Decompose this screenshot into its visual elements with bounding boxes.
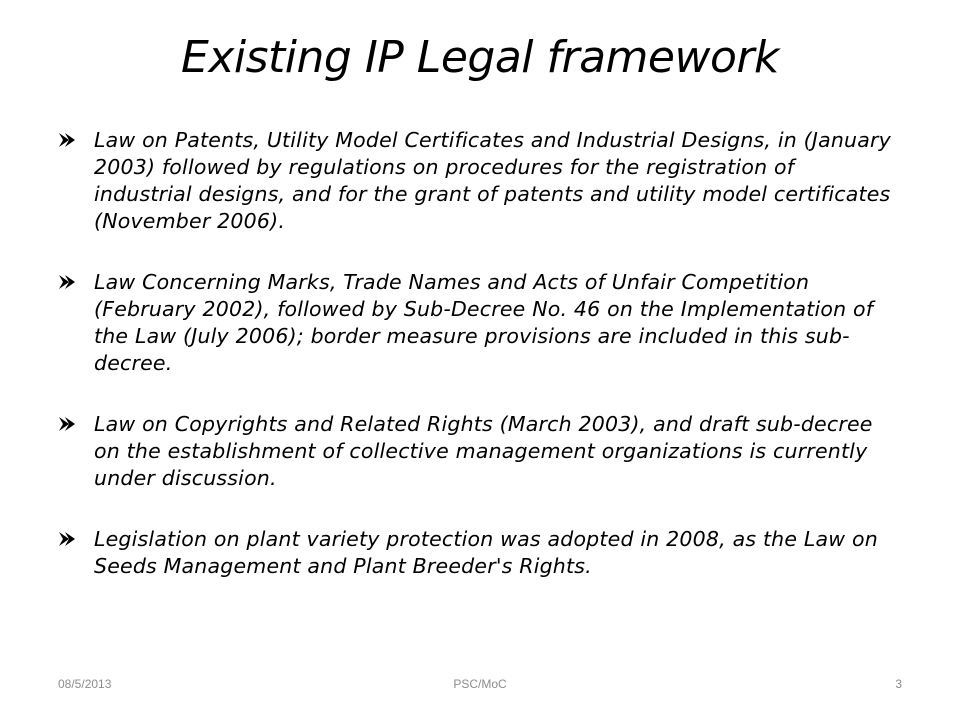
- arrow-check-bullet-icon: [58, 416, 76, 432]
- page-number: 3: [895, 677, 902, 691]
- arrow-check-bullet-icon: [58, 274, 76, 290]
- bullet-text: Legislation on plant variety protection was adopted in 2008, as the Law on Seeds Management and Plant Breeder's Rights.: [94, 527, 878, 578]
- bullet-item: [58, 269, 898, 377]
- bullet-item: [58, 127, 898, 235]
- footer-organization: PSC/MoC: [453, 677, 507, 691]
- bullet-text: Law on Copyrights and Related Rights (March 2003), and draft sub-decree on the establishment of collective management organizations is currently under discussion.: [94, 412, 873, 490]
- arrow-check-bullet-icon: [58, 132, 76, 148]
- footer-date: 08/5/2013: [58, 677, 112, 691]
- arrow-check-bullet-icon: [58, 531, 76, 547]
- bullet-item: [58, 526, 898, 580]
- slide-title: Existing IP Legal framework: [181, 32, 779, 83]
- bullet-list: [58, 127, 898, 614]
- bullet-item: [58, 411, 898, 492]
- bullet-text: Law Concerning Marks, Trade Names and Acts of Unfair Competition (February 2002), followed by Sub-Decree No. 46 on the Implementation of the Law (July 2006); border measure provisions are included in this sub-decree.: [94, 270, 874, 375]
- bullet-text: Law on Patents, Utility Model Certificates and Industrial Designs, in (January 2003) followed by regulations on procedures for the registration of industrial designs, and for the grant of patents and utility model certificates (November 2006).: [94, 128, 891, 233]
